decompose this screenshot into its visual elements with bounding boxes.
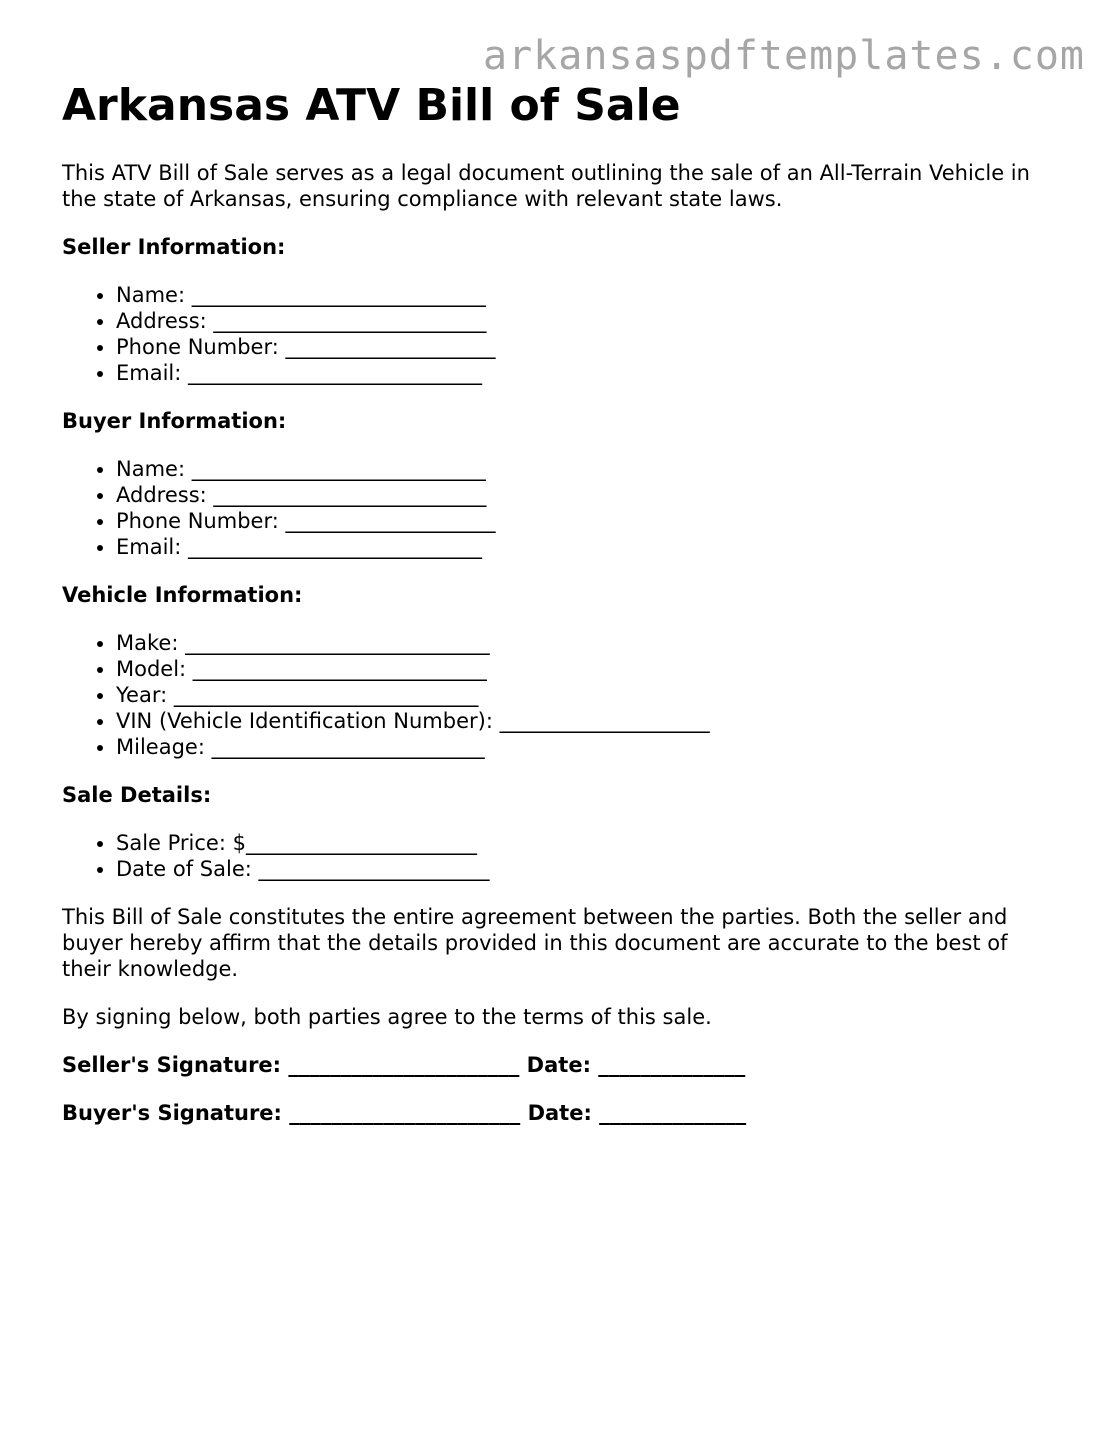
buyer-phone-field: • Phone Number: ____________________: [116, 508, 1062, 534]
intro-paragraph: This ATV Bill of Sale serves as a legal document outlining the sale of an All-Terrain Vehicle in the state of Arkansas, ensuring compliance with relevant state laws.: [62, 161, 1030, 211]
buyer-address-field: • Address: __________________________: [116, 482, 1062, 508]
sale-price-field: • Sale Price: $______________________: [116, 830, 1062, 856]
seller-name-field: • Name: ____________________________: [116, 282, 1062, 308]
sale-field-list: [62, 830, 1062, 882]
buyer-email-field: • Email: ____________________________: [116, 534, 1062, 560]
vehicle-make-field: • Make: _____________________________: [116, 630, 1062, 656]
sale-section-heading: Sale Details:: [62, 783, 212, 807]
seller-address-field: • Address: __________________________: [116, 308, 1062, 334]
buyer-name-field: • Name: ____________________________: [116, 456, 1062, 482]
seller-section-heading: Seller Information:: [62, 235, 286, 259]
vehicle-year-field: • Year: _____________________________: [116, 682, 1062, 708]
seller-field-list: [62, 282, 1062, 386]
document-title: Arkansas ATV Bill of Sale: [62, 80, 681, 131]
seller-signature-line: Seller's Signature: ______________________ Date: ______________: [62, 1053, 746, 1077]
vehicle-vin-field: • VIN (Vehicle Identification Number): ____________________: [116, 708, 1062, 734]
vehicle-mileage-field: • Mileage: __________________________: [116, 734, 1062, 760]
buyer-signature-line: Buyer's Signature: ______________________ Date: ______________: [62, 1101, 747, 1125]
vehicle-field-list: [62, 630, 1062, 760]
watermark-text: arkansaspdftemplates.com: [483, 33, 1085, 79]
buyer-section-heading: Buyer Information:: [62, 409, 287, 433]
buyer-field-list: [62, 456, 1062, 560]
document-page: [62, 78, 1062, 1126]
signing-note: By signing below, both parties agree to the terms of this sale.: [62, 1005, 712, 1029]
seller-phone-field: • Phone Number: ____________________: [116, 334, 1062, 360]
vehicle-model-field: • Model: ____________________________: [116, 656, 1062, 682]
agreement-paragraph: This Bill of Sale constitutes the entire agreement between the parties. Both the seller and buyer hereby affirm that the details provided in this document are accurate to the best of their knowledge.: [62, 905, 1008, 981]
seller-email-field: • Email: ____________________________: [116, 360, 1062, 386]
vehicle-section-heading: Vehicle Information:: [62, 583, 303, 607]
sale-date-field: • Date of Sale: ______________________: [116, 856, 1062, 882]
